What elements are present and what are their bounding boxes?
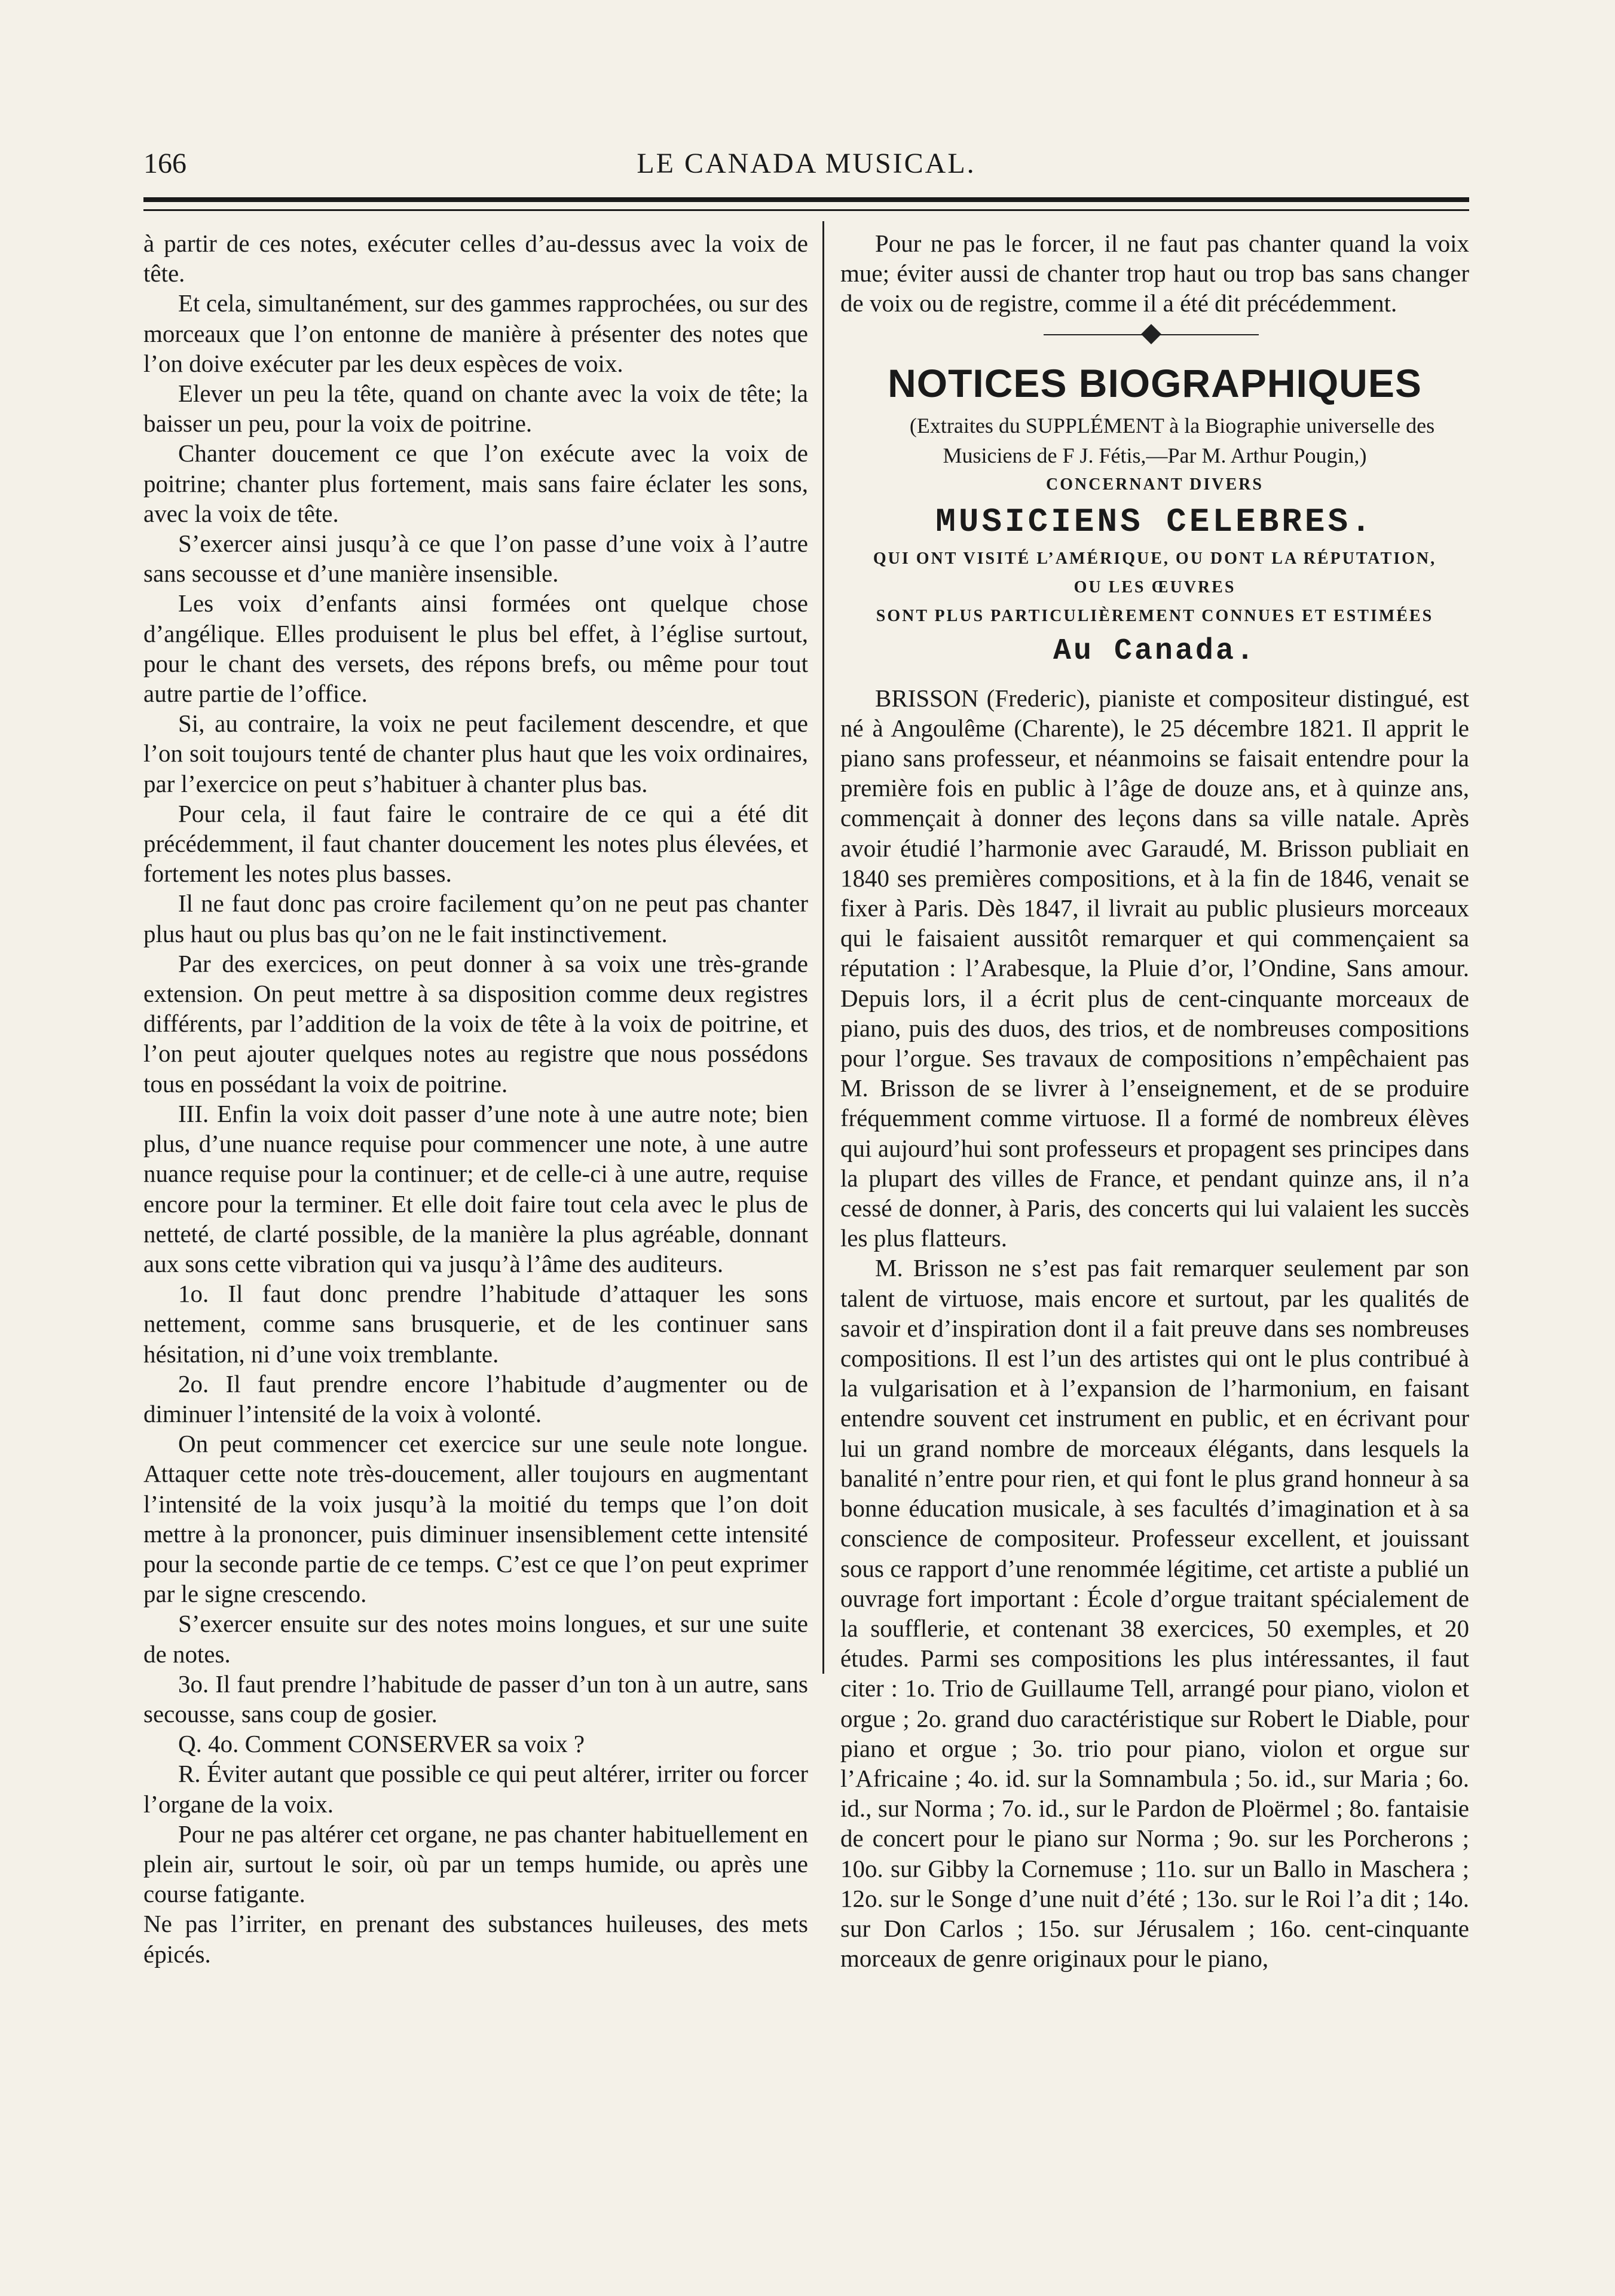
- journal-title: LE CANADA MUSICAL.: [637, 148, 976, 179]
- paragraph: Et cela, simultanément, sur des gammes rapprochées, ou sur des morceaux que l’on entonne de manière à présenter des notes que l’on doive exécuter par les deux espèces de voix.: [143, 289, 808, 377]
- paragraph: Ne pas l’irriter, en prenant des substances huileuses, des mets épicés.: [143, 1910, 808, 1968]
- biography-paragraph: BRISSON (Frederic), pianiste et compositeur distingué, est né à Angoulême (Charente), le 25 décembre 1821. Il apprit le piano sans professeur, et néanmoins se faisait entendre pour la première fois en public à l’âge de douze ans, et à quinze ans, commençait à donner des leçons dans sa ville natale. Après avoir étudié l’harmonie avec Garaudé, M. Brisson publiait en 1840 ses premières compositions, et à la fin de 1846, venait se fixer à Paris. Dès 1847, il livrait au public plusieurs morceaux qui le faisaient aussitôt remarquer et qui commençaient sa réputation : l’Arabesque, la Pluie d’or, l’Ondine, Sans amour. Depuis lors, il a écrit plus de cent-cinquante morceaux de piano, puis des duos, des trios, et de nombreuses compositions pour l’orgue. Ses travaux de compositions n’empêchaient pas M. Brisson de se livrer à l’enseignement, et de se produire fréquemment comme virtuose. Il a formé de nombreux élèves qui aujourd’hui sont professeurs et propagent ses principes dans la plupart des villes de France, et pendant quinze ans, il n’a cessé de donner, à Paris, des concerts qui lui valaient les succès les plus flatteurs.: [840, 684, 1469, 1252]
- paragraph: Pour cela, il faut faire le contraire de ce qui a été dit précédemment, il faut chanter doucement les notes plus élevées, et fortement les notes plus basses.: [143, 799, 808, 888]
- paragraph: 1o. Il faut donc prendre l’habitude d’attaquer les sons nettement, comme sans brusquerie, et de les continuer sans hésitation, ni d’une voix tremblante.: [143, 1280, 808, 1368]
- subtitle-musiciens: MUSICIENS CELEBRES.: [935, 502, 1374, 541]
- paragraph: Elever un peu la tête, quand on chante avec la voix de tête; la baisser un peu, pour la voix de poitrine.: [143, 380, 808, 438]
- subtitle-sont-plus: SONT PLUS PARTICULIÈREMENT CONNUES ET ESTIMÉES: [876, 606, 1434, 625]
- paragraph: 3o. Il faut prendre l’habitude de passer d’un ton à un autre, sans secousse, sans coup de gosier.: [143, 1670, 808, 1728]
- header-rule-thick: [143, 197, 1469, 202]
- paragraph: Chanter doucement ce que l’on exécute avec la voix de poitrine; chanter plus fortement, mais sans faire éclater les sons, avec la voix de tête.: [143, 439, 808, 527]
- paragraph: Il ne faut donc pas croire facilement qu’on ne peut pas chanter plus haut ou plus bas qu’on ne le fait instinctivement.: [143, 889, 808, 947]
- diamond-icon: [1141, 324, 1161, 344]
- page-number: 166: [143, 148, 186, 179]
- subtitle-ou-les: OU LES ŒUVRES: [1073, 577, 1236, 597]
- source-note: (Extraites du SUPPLÉMENT à la Biographie universelle des Musiciens de F J. Fétis,—Par M. Arthur Pougin,): [909, 413, 1435, 467]
- paragraph: Pour ne pas altérer cet organe, ne pas chanter habituellement en plein air, surtout le soir, où par un temps humide, ou après une course fatigante.: [143, 1820, 808, 1908]
- biography-paragraph: M. Brisson ne s’est pas fait remarquer seulement par son talent de virtuose, mais encore et surtout, par les qualités de savoir et d’inspiration dont il a fait preuve dans ses nombreuses compositions. Il est l’un des artistes qui ont le plus contribué à la vulgarisation et à l’expansion de l’harmonium, en faisant entendre souvent cet instrument en public, et en écrivant pour lui un grand nombre de morceaux élégants, dans lesquels la banalité n’entre pour rien, et qui font le plus grand honneur à sa bonne éducation musicale, à ses facultés d’imagination et à sa conscience de compositeur. Professeur excellent, et jouissant sous ce rapport d’une renommée légitime, cet artiste a publié un ouvrage fort important : École d’orgue traitant spécialement de la soufflerie, et contenant 38 exercices, 50 exemples, et 20 études. Parmi ses compositions les plus intéressantes, il faut citer : 1o. Trio de Guillaume Tell, arrangé pour piano, violon et orgue ; 2o. grand duo caractéristique sur Robert le Diable, pour piano et orgue ; 3o. trio pour piano, violon et orgue sur l’Africaine ; 4o. id. sur la Somnambula ; 5o. id., sur Maria ; 6o. id., sur Norma ; 7o. id., sur le Pardon de Ploërmel ; 8o. fantaisie de concert pour le piano sur Norma ; 9o. sur les Porcherons ; 10o. sur Gibby la Cornemuse ; 11o. sur un Ballo in Maschera ; 12o. sur le Songe d’une nuit d’été ; 13o. sur le Roi l’a dit ; 14o. sur Don Carlos ; 15o. sur Jérusalem ; 16o. cent-cinquante morceaux de genre originaux pour le piano,: [840, 1254, 1469, 1973]
- header-rule-thin: [143, 209, 1469, 211]
- paragraph: R. Éviter autant que possible ce qui peut altérer, irriter ou forcer l’organe de la voix.: [143, 1760, 808, 1818]
- paragraph: Si, au contraire, la voix ne peut facilement descendre, et que l’on soit toujours tenté de chanter plus haut que les voix ordinaires, par l’exercice on peut s’habituer à chanter plus bas.: [143, 710, 808, 797]
- paragraph: Q. 4o. Comment CONSERVER sa voix ?: [178, 1730, 585, 1758]
- paragraph: 2o. Il faut prendre encore l’habitude d’augmenter ou de diminuer l’intensité de la voix à volonté.: [143, 1369, 808, 1427]
- column-divider: [822, 221, 824, 1674]
- paragraph: On peut commencer cet exercice sur une seule note longue. Attaquer cette note très-doucement, aller toujours en augmentant l’intensité de la voix jusqu’à la moitié du temps que l’on doit mettre à la prononcer, puis diminuer insensiblement cette intensité pour la seconde partie de ce temps. C’est ce que l’on peut exprimer par le signe crescendo.: [143, 1430, 808, 1608]
- paragraph: Les voix d’enfants ainsi formées ont quelque chose d’angélique. Elles produisent le plus bel effet, à l’église surtout, pour le chant des versets, des répons brefs, ou même pour tout autre partie de l’office.: [143, 589, 808, 708]
- subtitle-concernant: CONCERNANT DIVERS: [1046, 475, 1264, 494]
- subtitle-qui-ont: QUI ONT VISITÉ L’AMÉRIQUE, OU DONT LA RÉPUTATION,: [873, 549, 1437, 568]
- paragraph: à partir de ces notes, exécuter celles d’au-dessus avec la voix de tête.: [143, 230, 808, 288]
- section-title: NOTICES BIOGRAPHIQUES: [888, 360, 1422, 405]
- paragraph: S’exercer ensuite sur des notes moins longues, et sur une suite de notes.: [143, 1610, 808, 1668]
- subtitle-au-canada: Au Canada.: [1053, 634, 1257, 668]
- intro-paragraph: Pour ne pas le forcer, il ne faut pas chanter quand la voix mue; éviter aussi de chanter trop haut ou trop bas sans changer de voix ou de registre, comme il a été dit précédemment.: [840, 230, 1469, 317]
- paragraph: Par des exercices, on peut donner à sa voix une très-grande extension. On peut mettre à sa disposition comme deux registres différents, par l’addition de la voix de tête à la voix de poitrine, et l’on peut ajouter quelques notes au registre que nous possédons tous en possédant la voix de poitrine.: [143, 949, 808, 1097]
- right-column: [840, 228, 1469, 1973]
- paragraph: S’exercer ainsi jusqu’à ce que l’on passe d’une voix à l’autre sans secousse et d’une manière insensible.: [143, 530, 808, 588]
- left-column: [143, 228, 808, 1969]
- paragraph: III. Enfin la voix doit passer d’une note à une autre note; bien plus, d’une nuance requise pour commencer une note, à une autre nuance requise pour la continuer; et de celle-ci à une autre, requise encore pour la terminer. Et elle doit faire tout cela avec le plus de netteté, de clarté possible, de la manière la plus agréable, donnant aux sons cette vibration qui va jusqu’à l’âme des auditeurs.: [143, 1099, 808, 1277]
- ornament-divider: [840, 319, 1469, 352]
- page-header: [143, 136, 1469, 190]
